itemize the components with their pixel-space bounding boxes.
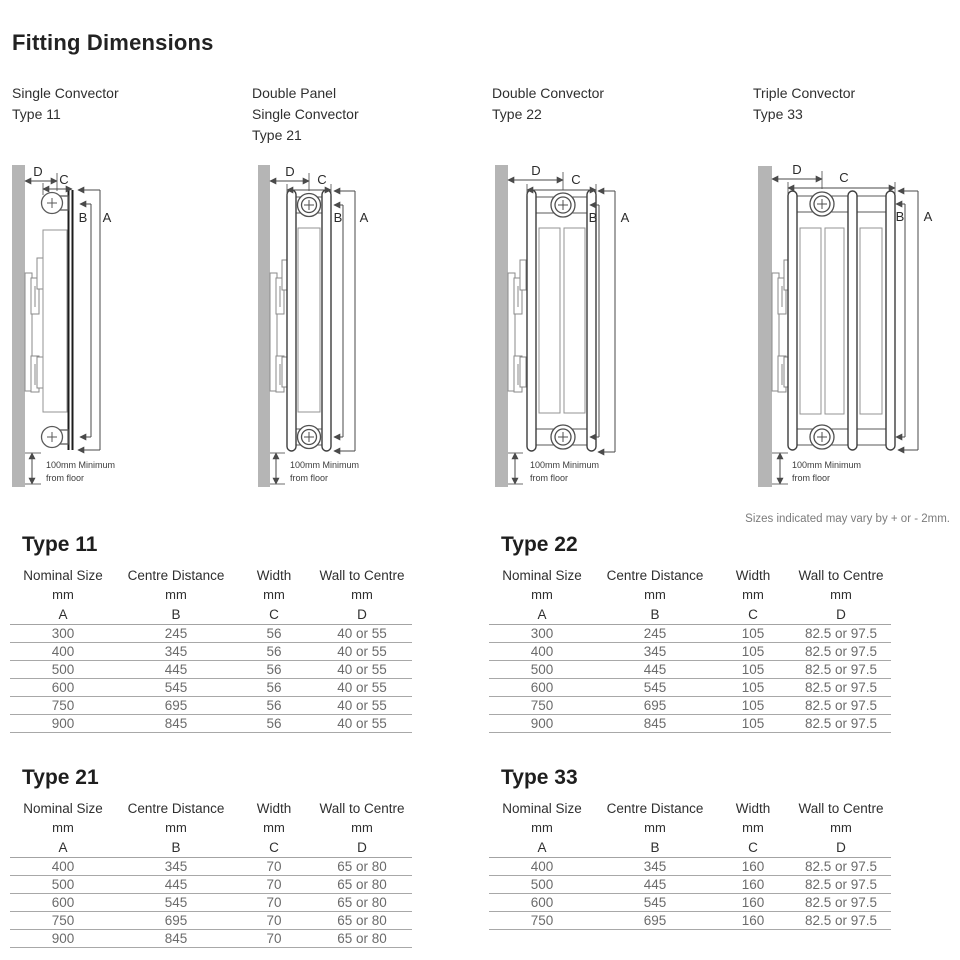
col-header: Wall to Centre xyxy=(319,567,405,583)
table-header-row xyxy=(10,565,412,585)
cell: 500 xyxy=(489,661,595,679)
floor-dimension xyxy=(508,453,523,484)
section-header-line: Type 11 xyxy=(12,106,61,122)
table-row xyxy=(489,697,891,715)
unit-header: mm xyxy=(263,587,285,602)
section-header-line: Type 21 xyxy=(252,127,302,143)
table-row xyxy=(489,661,891,679)
section-header-type22 xyxy=(492,83,604,125)
svg-text:100mm Minimum: 100mm Minimum xyxy=(792,460,862,470)
table-row xyxy=(10,715,412,733)
cell: 56 xyxy=(236,643,312,661)
table-title-type21: Type 21 xyxy=(22,766,99,789)
cell: 545 xyxy=(595,679,715,697)
svg-text:from floor: from floor xyxy=(290,473,329,483)
cell: 400 xyxy=(10,858,116,876)
col-header: Wall to Centre xyxy=(798,567,884,583)
table-header-row xyxy=(10,798,412,818)
cell: 600 xyxy=(10,894,116,912)
cell: 65 or 80 xyxy=(312,858,412,876)
col-header: Centre Distance xyxy=(127,800,225,816)
wall xyxy=(258,165,270,487)
svg-text:100mm Minimum: 100mm Minimum xyxy=(530,460,600,470)
letter-header: D xyxy=(312,837,412,858)
floor-dimension xyxy=(25,453,41,484)
col-header: Wall to Centre xyxy=(319,800,405,816)
cell: 160 xyxy=(715,858,791,876)
table-unit-row xyxy=(10,585,412,604)
dim-label-b: B xyxy=(333,210,343,225)
letter-header: C xyxy=(715,837,791,858)
cell: 70 xyxy=(236,912,312,930)
table-row xyxy=(489,715,891,733)
table-unit-row xyxy=(10,818,412,837)
cell: 345 xyxy=(595,858,715,876)
cell: 345 xyxy=(116,858,236,876)
col-header: Centre Distance xyxy=(606,567,704,583)
dim-b xyxy=(334,205,343,437)
cell: 900 xyxy=(10,715,116,733)
cell: 545 xyxy=(116,894,236,912)
letter-header: B xyxy=(595,604,715,625)
dim-label-b: B xyxy=(895,209,905,224)
letter-header: B xyxy=(116,604,236,625)
floor-note xyxy=(46,460,115,483)
cell: 70 xyxy=(236,930,312,948)
dim-label-c: C xyxy=(839,170,849,185)
section-header-line: Double Panel xyxy=(252,85,337,101)
wall-brackets xyxy=(772,260,788,392)
unit-header: mm xyxy=(531,820,553,835)
table-letter-row xyxy=(10,604,412,625)
radiator xyxy=(43,190,73,450)
section-header-line: Single Convector xyxy=(12,85,119,101)
cell: 245 xyxy=(595,625,715,643)
dim-label-c: C xyxy=(317,172,327,187)
table-row xyxy=(489,894,891,912)
letter-header: C xyxy=(715,604,791,625)
cell: 82.5 or 97.5 xyxy=(791,697,891,715)
cell: 82.5 or 97.5 xyxy=(791,912,891,930)
cell: 545 xyxy=(116,679,236,697)
table-section-type11 xyxy=(10,533,413,733)
cell: 105 xyxy=(715,625,791,643)
wall xyxy=(12,165,25,487)
cell: 345 xyxy=(116,643,236,661)
cell: 500 xyxy=(10,876,116,894)
svg-text:100mm Minimum: 100mm Minimum xyxy=(46,460,116,470)
dim-label-c: C xyxy=(59,172,69,187)
cell: 900 xyxy=(489,715,595,733)
unit-header: mm xyxy=(351,820,373,835)
cell: 56 xyxy=(236,625,312,643)
cell: 600 xyxy=(10,679,116,697)
cell: 445 xyxy=(595,661,715,679)
dimensions-table-type33 xyxy=(489,798,891,930)
dim-label-d: D xyxy=(285,164,295,179)
cell: 750 xyxy=(489,697,595,715)
cell: 160 xyxy=(715,894,791,912)
unit-header: mm xyxy=(830,820,852,835)
col-header: Wall to Centre xyxy=(798,800,884,816)
cell: 600 xyxy=(489,679,595,697)
cell: 300 xyxy=(10,625,116,643)
table-row xyxy=(10,697,412,715)
cell: 545 xyxy=(595,894,715,912)
dim-b xyxy=(79,204,91,437)
table-unit-row xyxy=(489,585,891,604)
radiator xyxy=(527,190,596,451)
table-row xyxy=(489,625,891,643)
table-section-type21 xyxy=(10,766,413,948)
cell: 56 xyxy=(236,715,312,733)
dim-label-b: B xyxy=(588,210,598,225)
valve-top-icon xyxy=(42,193,69,214)
cell: 70 xyxy=(236,858,312,876)
svg-text:from floor: from floor xyxy=(792,473,831,483)
table-unit-row xyxy=(489,818,891,837)
svg-text:from floor: from floor xyxy=(530,473,569,483)
cell: 345 xyxy=(595,643,715,661)
cell: 70 xyxy=(236,876,312,894)
cell: 445 xyxy=(116,661,236,679)
floor-note xyxy=(530,460,599,483)
valve-top-icon xyxy=(298,194,321,217)
table-letter-row xyxy=(10,837,412,858)
section-header-line: Type 22 xyxy=(492,106,542,122)
table-row xyxy=(10,912,412,930)
cell: 82.5 or 97.5 xyxy=(791,643,891,661)
valve-top-icon xyxy=(551,193,575,217)
valve-bottom-icon xyxy=(810,425,834,449)
table-row xyxy=(10,625,412,643)
cell: 82.5 or 97.5 xyxy=(791,679,891,697)
cell: 65 or 80 xyxy=(312,876,412,894)
valve-bottom-icon xyxy=(42,427,69,448)
col-header: Width xyxy=(735,567,771,583)
cell: 40 or 55 xyxy=(312,625,412,643)
cell: 750 xyxy=(10,912,116,930)
letter-header: A xyxy=(10,837,116,858)
letter-header: A xyxy=(489,837,595,858)
table-row xyxy=(10,894,412,912)
cell: 105 xyxy=(715,697,791,715)
letter-header: C xyxy=(236,604,312,625)
unit-header: mm xyxy=(263,820,285,835)
unit-header: mm xyxy=(644,820,666,835)
dimensions-table-type11 xyxy=(10,565,412,733)
valve-top-icon xyxy=(810,192,834,216)
valve-bottom-icon xyxy=(298,426,321,449)
cell: 40 or 55 xyxy=(312,697,412,715)
table-title-type22: Type 22 xyxy=(501,533,578,556)
cell: 845 xyxy=(116,715,236,733)
dim-a xyxy=(78,190,112,450)
dimensions-table-type21 xyxy=(10,798,412,948)
cell: 500 xyxy=(489,876,595,894)
radiator xyxy=(788,191,895,450)
dim-label-d: D xyxy=(792,162,802,177)
col-header: Nominal Size xyxy=(23,800,103,816)
unit-header: mm xyxy=(830,587,852,602)
col-header: Width xyxy=(256,800,292,816)
cell: 500 xyxy=(10,661,116,679)
dim-d xyxy=(25,164,57,191)
dim-label-b: B xyxy=(78,210,88,225)
cell: 105 xyxy=(715,679,791,697)
unit-header: mm xyxy=(742,587,764,602)
unit-header: mm xyxy=(351,587,373,602)
cell: 400 xyxy=(10,643,116,661)
cell: 400 xyxy=(489,858,595,876)
cell: 65 or 80 xyxy=(312,930,412,948)
dim-label-a: A xyxy=(102,210,112,225)
letter-header: D xyxy=(312,604,412,625)
cell: 40 or 55 xyxy=(312,715,412,733)
table-row xyxy=(10,876,412,894)
cell: 82.5 or 97.5 xyxy=(791,894,891,912)
wall-brackets xyxy=(25,258,43,392)
cell: 160 xyxy=(715,912,791,930)
cell: 695 xyxy=(116,697,236,715)
unit-header: mm xyxy=(531,587,553,602)
cell: 105 xyxy=(715,715,791,733)
section-header-type21 xyxy=(252,83,359,146)
page-title: Fitting Dimensions xyxy=(12,30,214,55)
section-header-type33 xyxy=(753,83,855,125)
cell: 65 or 80 xyxy=(312,894,412,912)
cell: 845 xyxy=(595,715,715,733)
dim-a xyxy=(598,191,630,452)
cell: 900 xyxy=(10,930,116,948)
cell: 750 xyxy=(489,912,595,930)
table-title-type11: Type 11 xyxy=(22,533,98,556)
cell: 300 xyxy=(489,625,595,643)
cell: 245 xyxy=(116,625,236,643)
diagram-type21 xyxy=(246,160,471,505)
wall-brackets xyxy=(508,260,526,392)
section-header-line: Single Convector xyxy=(252,106,359,122)
floor-dimension xyxy=(772,453,788,484)
cell: 105 xyxy=(715,643,791,661)
letter-header: A xyxy=(10,604,116,625)
dim-a xyxy=(334,191,369,451)
dim-d xyxy=(772,162,822,189)
cell: 445 xyxy=(116,876,236,894)
section-header-line: Type 33 xyxy=(753,106,803,122)
cell: 40 or 55 xyxy=(312,643,412,661)
cell: 750 xyxy=(10,697,116,715)
unit-header: mm xyxy=(165,587,187,602)
letter-header: D xyxy=(791,604,891,625)
col-header: Width xyxy=(256,567,292,583)
table-row xyxy=(489,912,891,930)
radiator xyxy=(287,190,331,451)
col-header: Nominal Size xyxy=(502,800,582,816)
cell: 695 xyxy=(595,912,715,930)
svg-text:from floor: from floor xyxy=(46,473,85,483)
floor-note xyxy=(290,460,359,483)
svg-text:100mm Minimum: 100mm Minimum xyxy=(290,460,360,470)
dim-d xyxy=(508,163,563,190)
section-header-type11 xyxy=(12,83,119,125)
cell: 695 xyxy=(116,912,236,930)
cell: 695 xyxy=(595,697,715,715)
dim-label-c: C xyxy=(571,172,581,187)
table-row xyxy=(10,661,412,679)
cell: 400 xyxy=(489,643,595,661)
dim-d xyxy=(270,164,309,191)
unit-header: mm xyxy=(165,820,187,835)
table-section-type33 xyxy=(489,766,892,930)
cell: 845 xyxy=(116,930,236,948)
letter-header: A xyxy=(489,604,595,625)
col-header: Width xyxy=(735,800,771,816)
section-header-line: Triple Convector xyxy=(753,85,856,101)
cell: 600 xyxy=(489,894,595,912)
cell: 56 xyxy=(236,679,312,697)
table-row xyxy=(10,679,412,697)
table-row xyxy=(10,858,412,876)
table-letter-row xyxy=(489,837,891,858)
col-header: Nominal Size xyxy=(502,567,582,583)
cell: 56 xyxy=(236,661,312,679)
table-title-type33: Type 33 xyxy=(501,766,578,789)
dim-b xyxy=(896,204,905,437)
table-row xyxy=(489,643,891,661)
dim-label-d: D xyxy=(33,164,43,179)
cell: 70 xyxy=(236,894,312,912)
dim-label-a: A xyxy=(620,210,630,225)
table-row xyxy=(10,643,412,661)
wall-brackets xyxy=(270,260,287,392)
cell: 56 xyxy=(236,697,312,715)
diagram-type22 xyxy=(486,160,721,505)
letter-header: D xyxy=(791,837,891,858)
table-header-row xyxy=(489,565,891,585)
diagram-type11 xyxy=(8,160,233,505)
unit-header: mm xyxy=(52,820,74,835)
cell: 82.5 or 97.5 xyxy=(791,858,891,876)
cell: 40 or 55 xyxy=(312,679,412,697)
cell: 445 xyxy=(595,876,715,894)
col-header: Centre Distance xyxy=(127,567,225,583)
section-header-line: Double Convector xyxy=(492,85,605,101)
size-variance-note: Sizes indicated may vary by + or - 2mm. xyxy=(745,513,950,525)
floor-note xyxy=(792,460,861,483)
cell: 105 xyxy=(715,661,791,679)
dim-label-d: D xyxy=(531,163,541,178)
dimensions-table-type22 xyxy=(489,565,891,733)
unit-header: mm xyxy=(644,587,666,602)
table-letter-row xyxy=(489,604,891,625)
cell: 82.5 or 97.5 xyxy=(791,715,891,733)
cell: 160 xyxy=(715,876,791,894)
floor-dimension xyxy=(270,453,285,484)
cell: 65 or 80 xyxy=(312,912,412,930)
wall xyxy=(495,165,508,487)
table-row xyxy=(489,858,891,876)
dim-label-a: A xyxy=(923,209,933,224)
table-row xyxy=(10,930,412,948)
wall xyxy=(758,166,772,487)
valve-bottom-icon xyxy=(551,425,575,449)
cell: 40 or 55 xyxy=(312,661,412,679)
dim-c xyxy=(788,170,895,194)
col-header: Centre Distance xyxy=(606,800,704,816)
unit-header: mm xyxy=(742,820,764,835)
diagram-type33 xyxy=(752,160,957,505)
unit-header: mm xyxy=(52,587,74,602)
cell: 82.5 or 97.5 xyxy=(791,661,891,679)
letter-header: B xyxy=(116,837,236,858)
letter-header: C xyxy=(236,837,312,858)
col-header: Nominal Size xyxy=(23,567,103,583)
table-row xyxy=(489,876,891,894)
letter-header: B xyxy=(595,837,715,858)
cell: 82.5 or 97.5 xyxy=(791,625,891,643)
dim-a xyxy=(895,191,933,450)
dim-label-a: A xyxy=(359,210,369,225)
table-row xyxy=(489,679,891,697)
cell: 82.5 or 97.5 xyxy=(791,876,891,894)
table-section-type22 xyxy=(489,533,892,733)
table-header-row xyxy=(489,798,891,818)
